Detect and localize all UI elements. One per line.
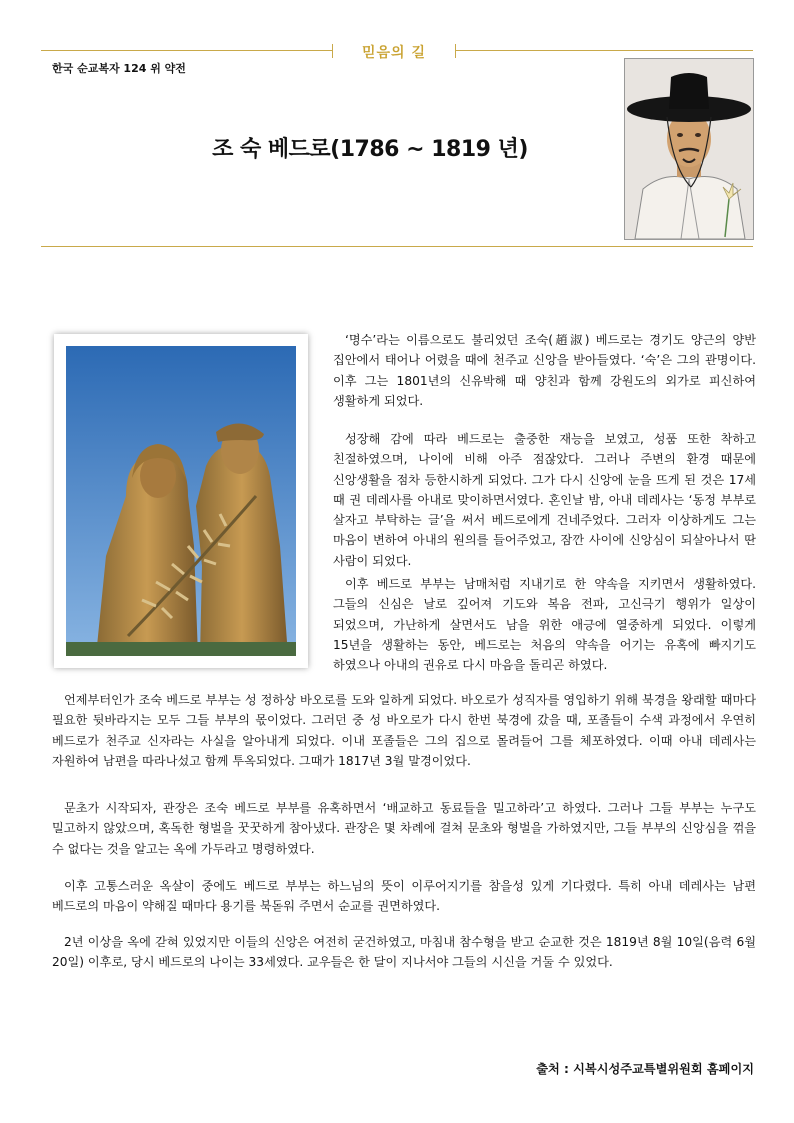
section-label: 믿음의 길 bbox=[362, 45, 426, 61]
statue-drawing bbox=[66, 346, 296, 656]
paragraph-intro: ‘명수’라는 이름으로도 불리었던 조숙(趙淑) 베드로는 경기도 양근의 양반 집안에서 태어나 어렸을 때에 천주교 신앙을 받아들였다. ‘숙’은 그의 관명이다. 이후 그는 1801년의 신유박해 때 양친과 함께 강원도의 외가로 피신하여 생활하게 되었다. bbox=[333, 333, 756, 408]
paragraph-interrogation: 문초가 시작되자, 관장은 조숙 베드로 부부를 유혹하면서 ‘배교하고 동료들을 밀고하라’고 하였다. 그러나 그들 부부는 누구도 밀고하지 않았으며, 혹독한 형벌을 꿋꿋하게 참아냈다. 관장은 몇 차례에 걸쳐 문초와 형벌을 가하였지만, 그들 부부의 신앙심을 꺾을 수 없다는 것을 알고는 옥에 가두라고 명령하였다. bbox=[52, 801, 756, 856]
portrait-image bbox=[624, 58, 754, 240]
source-credit: 출처 : 시복시성주교특별위원회 홈페이지 bbox=[536, 1062, 754, 1076]
series-subtitle: 한국 순교복자 124 위 약전 bbox=[52, 62, 186, 75]
paragraph-prison: 이후 고통스러운 옥살이 중에도 베드로 부부는 하느님의 뜻이 이루어지기를 참을성 있게 기다렸다. 특히 아내 데레사는 남편 베드로의 마음이 약해질 때마다 용기를 북돋워 주면서 순교를 권면하였다. bbox=[52, 879, 756, 914]
paragraph-martyrdom: 2년 이상을 옥에 갇혀 있었지만 이들의 신앙은 여전히 굳건하였고, 마침내 참수형을 받고 순교한 것은 1819년 8월 10일(음력 6월 20일) 이후로, 당시 베드로의 나이는 33세였다. 교우들은 한 달이 지나서야 그들의 시신을 거둘 수 있었다. bbox=[52, 935, 756, 970]
page-title: 조 숙 베드로(1786 ~ 1819 년) bbox=[212, 137, 528, 162]
header-rule-right bbox=[455, 50, 753, 51]
header-tick-left bbox=[332, 44, 333, 58]
paragraph-youth: 성장해 감에 따라 베드로는 출중한 재능을 보였고, 성품 또한 착하고 친절하였으며, 나이에 비해 아주 점잖았다. 그러나 주변의 환경 때문에 신앙생활을 점차 등한시하게 되었다. 그가 다시 신앙에 눈을 뜨게 된 것은 17세 때 권 데레사를 아내로 맞이하면서였다. 혼인날 밤, 아내 데레사는 ‘동정 부부로 살자고 부탁하는 글’을 써서 베드로에게 건네주었다. 그러자 이상하게도 그는 마음이 변하여 아내의 원의를 들어주었고, 잠깐 사이에 신앙심이 되살아나서 딴 사람이 되었다. bbox=[333, 432, 756, 568]
statue-photo-frame bbox=[54, 334, 308, 668]
header-rule-left bbox=[41, 50, 333, 51]
paragraph-marriage: 이후 베드로 부부는 남매처럼 지내기로 한 약속을 지키면서 생활하였다. 그들의 신심은 날로 깊어져 기도와 복음 전파, 고신극기 행위가 일상이 되었으며, 가난하게 살면서도 남을 위한 애긍에 열중하게 되었다. 이렇게 15년을 생활하는 동안, 베드로는 처음의 약속을 어기는 유혹에 빠지기도 하였으나 아내의 권유로 다시 마음을 돌리곤 하였다. bbox=[333, 577, 756, 673]
paragraph-arrest: 언제부터인가 조숙 베드로 부부는 성 정하상 바오로를 도와 일하게 되었다. 바오로가 성직자를 영입하기 위해 북경을 왕래할 때마다 필요한 뒷바라지는 모두 그들 부부의 몫이었다. 그러던 중 성 바오로가 다시 한번 북경에 갔을 때, 포졸들이 수색 과정에서 우연히 베드로가 천주교 신자라는 사실을 알아내게 되었다. 이내 포졸들은 그의 집으로 몰려들어 그를 체포하였다. 이때 아내 데레사는 자원하여 남편을 따라나섰고 함께 투옥되었다. 그때가 1817년 3월 말경이었다. bbox=[52, 693, 756, 768]
header-bottom-rule bbox=[41, 246, 753, 247]
header-tick-right bbox=[455, 44, 456, 58]
statue-photo bbox=[66, 346, 296, 656]
portrait-drawing bbox=[625, 59, 753, 239]
